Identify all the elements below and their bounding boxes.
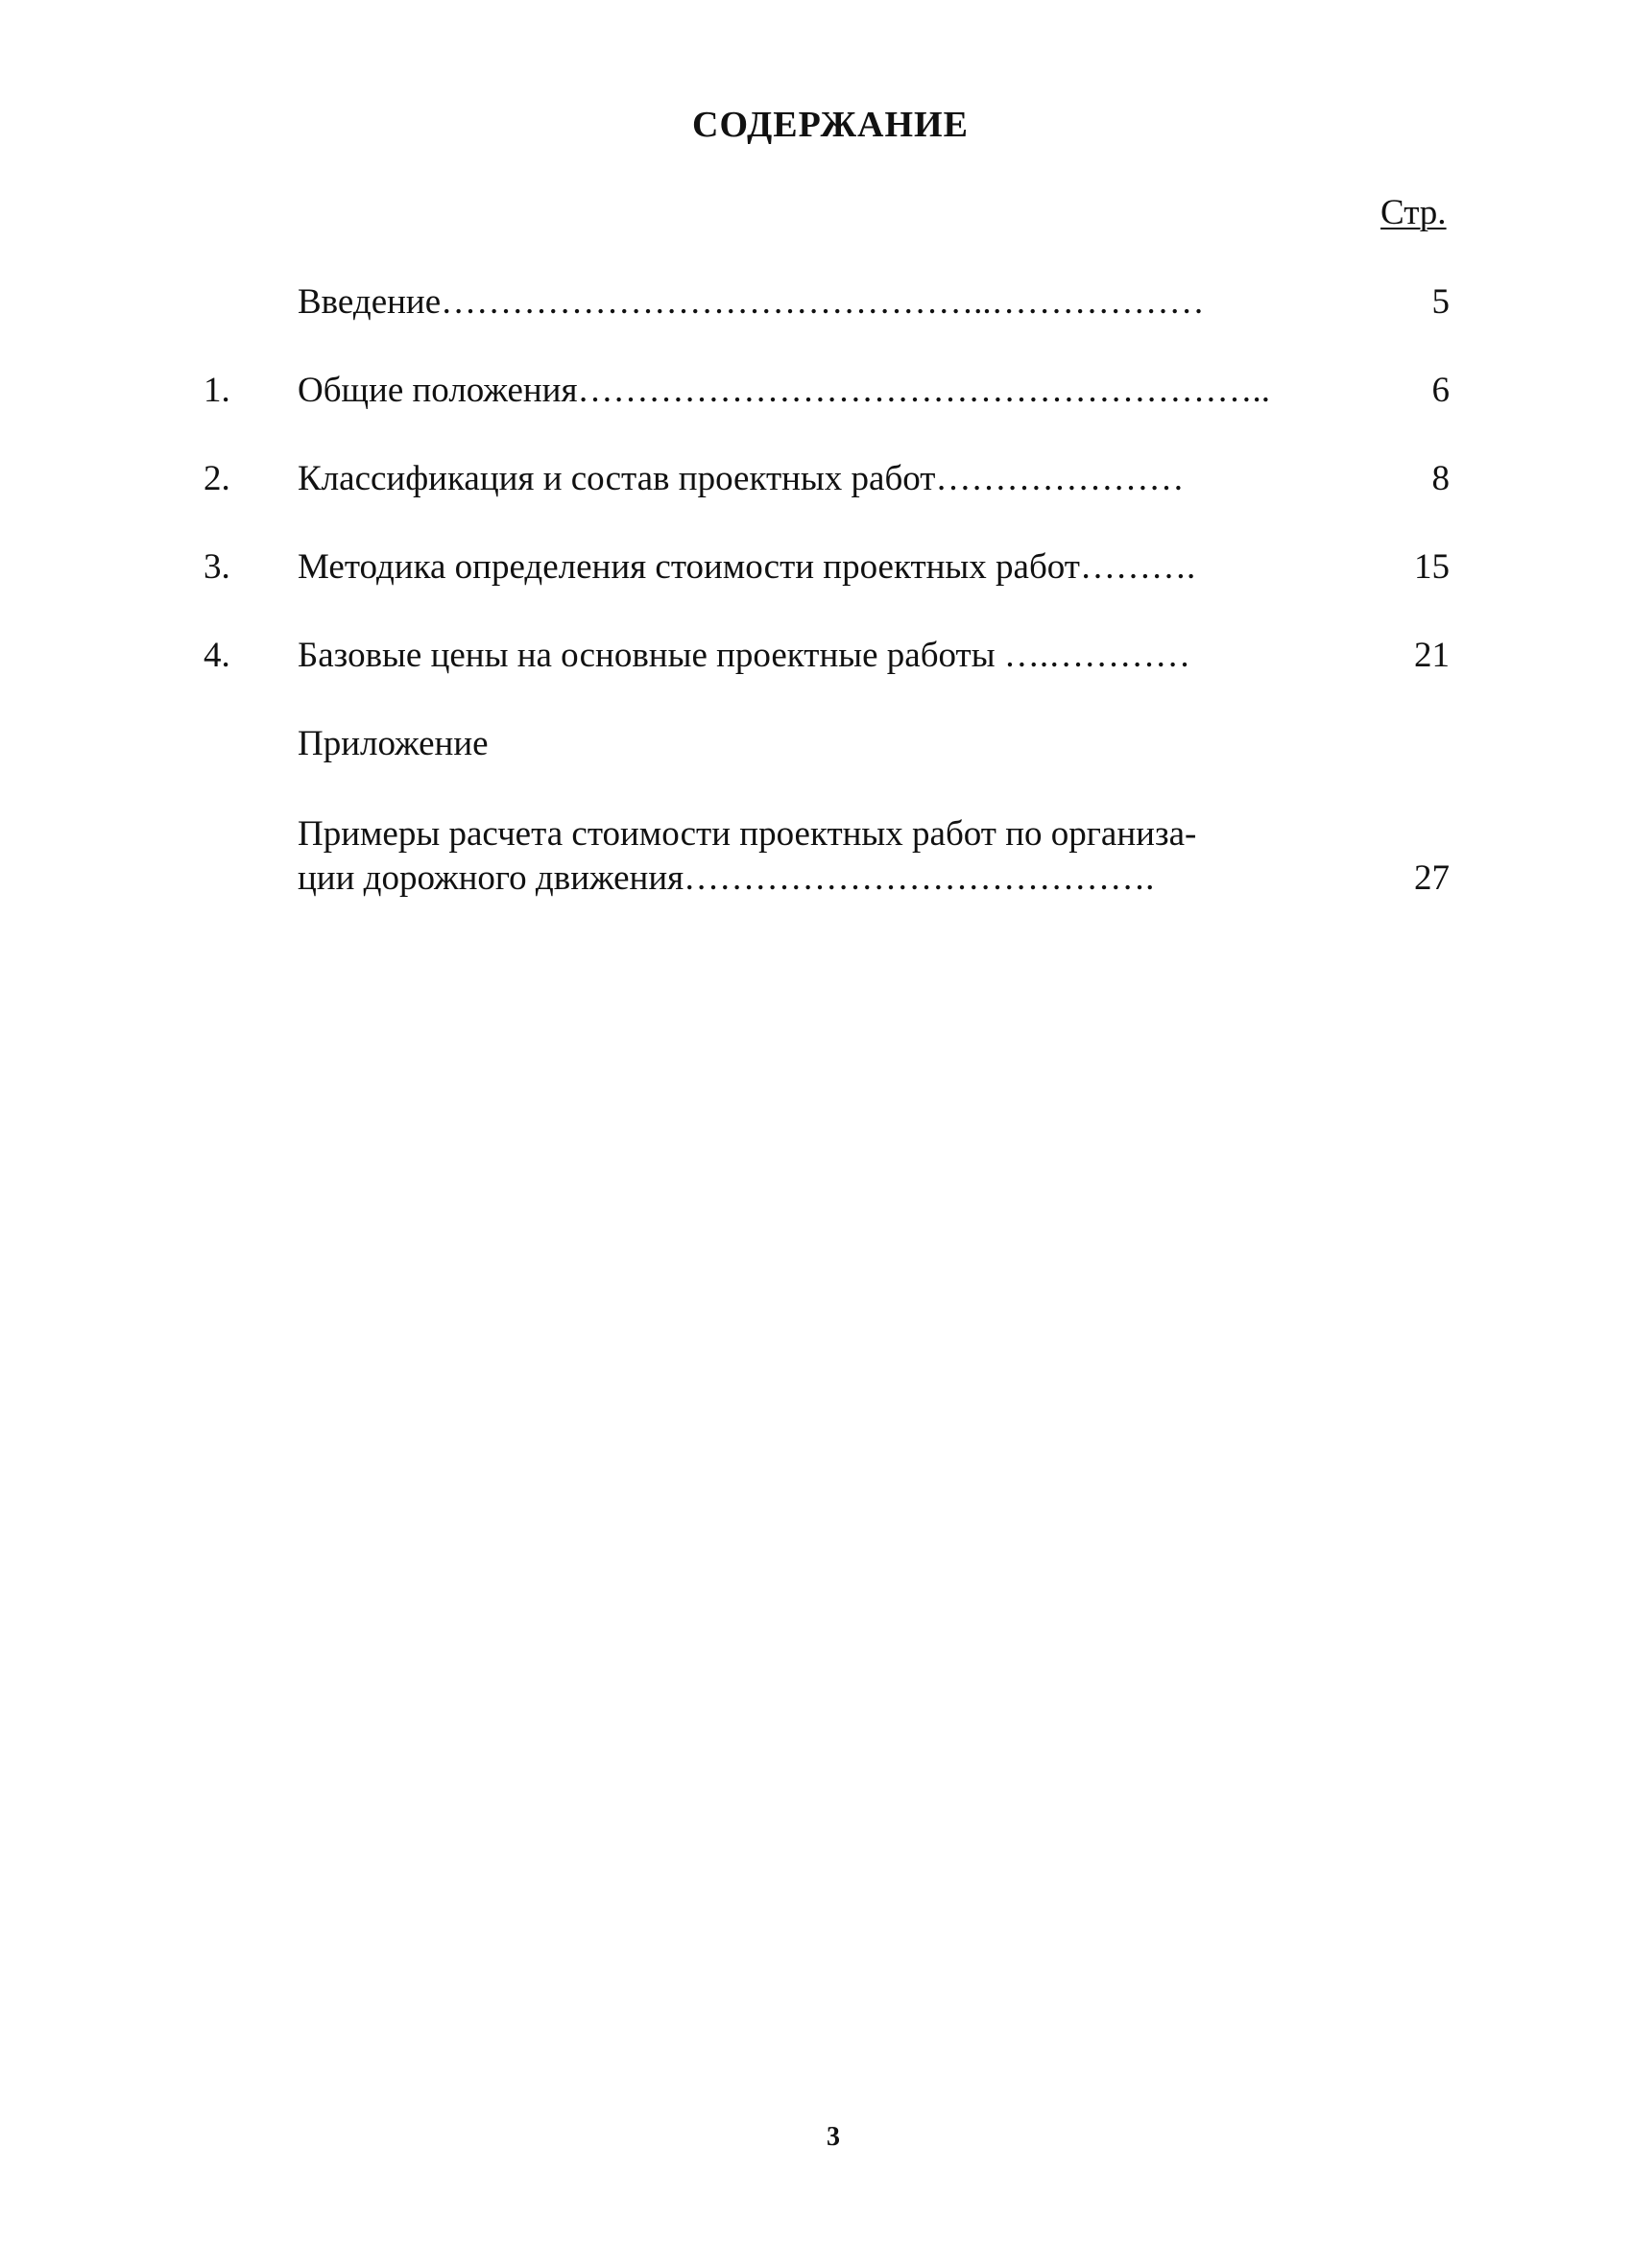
toc-entry[interactable]	[0, 280, 1632, 328]
toc-entry[interactable]	[0, 812, 1632, 860]
toc-entry[interactable]	[0, 545, 1632, 593]
toc-entry-text: Приложение	[298, 724, 489, 763]
toc-entry-text: ции дорожного движения………………………………….	[298, 858, 1155, 898]
toc-entry-number: 3.	[204, 547, 230, 587]
toc-entry-number: 4.	[204, 636, 230, 675]
toc-entry-page: 6	[1431, 371, 1450, 410]
toc-entry-page: 27	[1414, 858, 1450, 898]
toc-entry-number: 2.	[204, 459, 230, 498]
toc-entry[interactable]	[0, 634, 1632, 682]
toc-entry-text: Методика определения стоимости проектных работ……….	[298, 547, 1196, 587]
toc-entry-number: 1.	[204, 371, 230, 410]
page-title: СОДЕРЖАНИЕ	[692, 105, 969, 145]
toc-entry-page: 8	[1431, 459, 1450, 498]
toc-entry[interactable]	[0, 369, 1632, 417]
toc-entry-text: Введение………………………………………..………………	[298, 282, 1205, 322]
toc-appendix-heading	[0, 722, 1632, 770]
page-column-header: Стр.	[1380, 193, 1447, 232]
toc-entry-text: Базовые цены на основные проектные работы ….…………	[298, 636, 1191, 675]
toc-entry-text: Общие положения…………………………………………………..	[298, 371, 1270, 410]
toc-entry-page: 5	[1431, 282, 1450, 322]
footer-page-number: 3	[827, 2122, 840, 2152]
toc-entry[interactable]	[0, 457, 1632, 505]
toc-entry-text: Примеры расчета стоимости проектных работ по организа-	[298, 814, 1197, 854]
toc-entry-page: 15	[1414, 547, 1450, 587]
toc-entry-page: 21	[1414, 636, 1450, 675]
toc-entry-text: Классификация и состав проектных работ…………………	[298, 459, 1185, 498]
toc-entry[interactable]	[0, 857, 1632, 905]
